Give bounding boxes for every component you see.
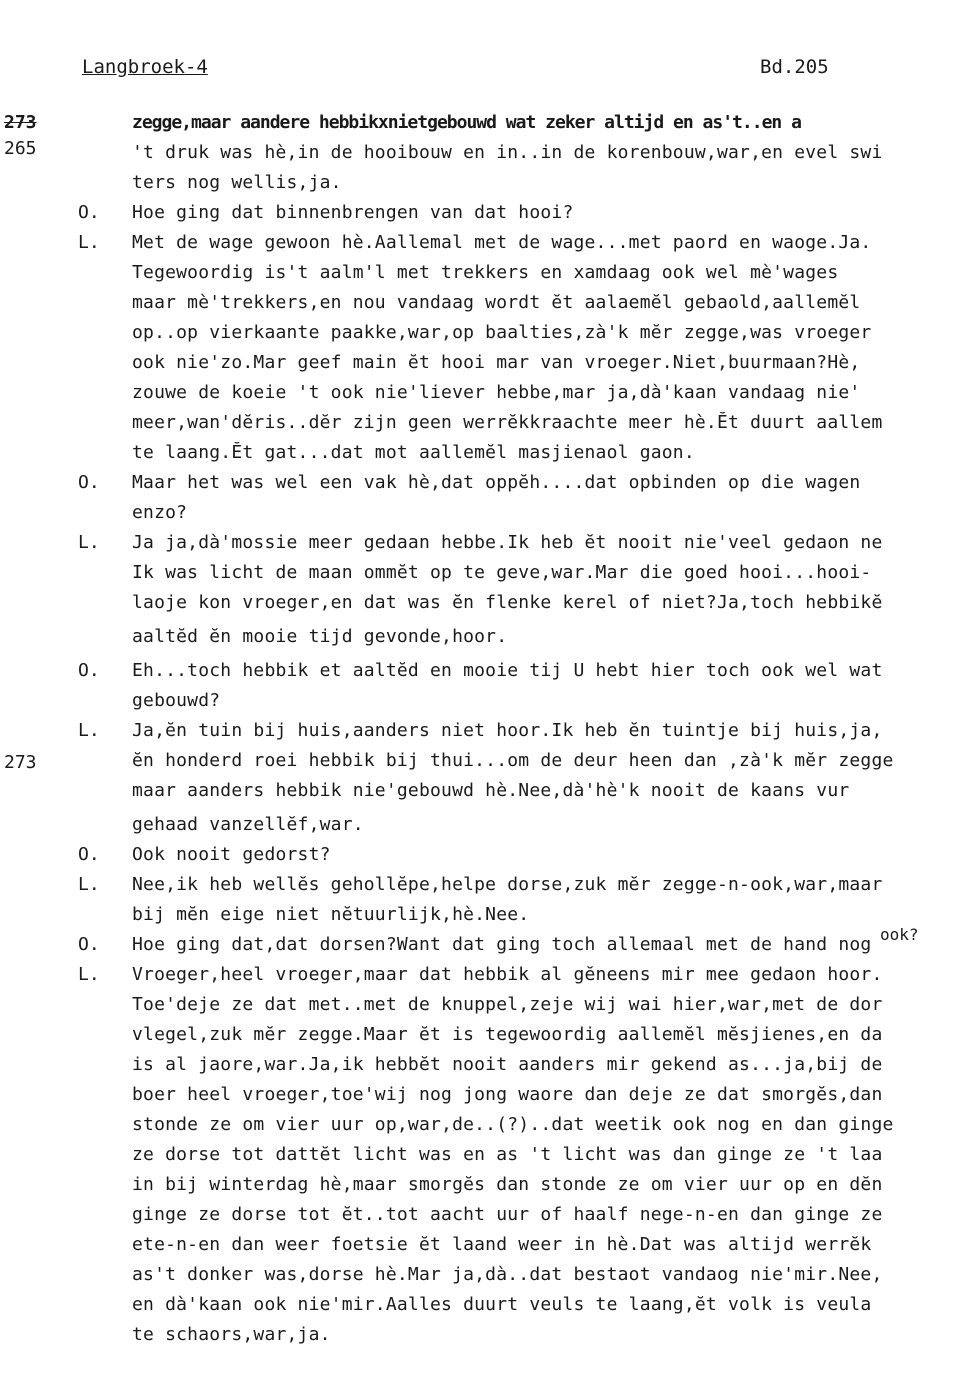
line-text: Hoe ging dat binnenbrengen van dat hooi? (132, 202, 574, 223)
speaker-label: L. (78, 232, 100, 253)
transcript-line (0, 290, 973, 320)
line-text: Ik was licht de maan ommĕt op te geve,war.Mar die goed hooi...hooi- (132, 562, 872, 583)
speaker-label: L. (78, 532, 100, 553)
speaker-label: L. (78, 964, 100, 985)
line-text: ginge ze dorse tot ĕt..tot aacht uur of haalf nege-n-en dan ginge ze (132, 1204, 883, 1225)
transcript-line (0, 500, 973, 530)
transcript-line (0, 170, 973, 200)
transcript-line (0, 1262, 973, 1292)
document-title: Langbroek-4 (82, 56, 208, 78)
speaker-label: L. (78, 874, 100, 895)
line-text: Hoe ging dat,dat dorsen?Want dat ging toch allemaal met de hand nog (132, 934, 872, 955)
transcript-line (0, 350, 973, 380)
line-text: bij mĕn eige niet nĕtuurlijk,hè.Nee. (132, 904, 530, 925)
line-text: Toe'deje ze dat met..met de knuppel,zeje wij wai hier,war,met de dor (132, 994, 883, 1015)
line-text: Eh...toch hebbik et aaltĕd en mooie tij U hebt hier toch ook wel wat (132, 660, 883, 681)
line-text: aaltĕd ĕn mooie tijd gevonde,hoor. (132, 626, 508, 647)
line-text: Ja ja,dà'mossie meer gedaan hebbe.Ik heb ĕt nooit nie'veel gedaon ne (132, 532, 883, 553)
transcript-line (0, 470, 973, 500)
line-text: Tegewoordig is't aalm'l met trekkers en xamdaag ook wel mè'wages (132, 262, 839, 283)
line-text: Met de wage gewoon hè.Aallemal met de wage...met paord en waoge.Ja. (132, 232, 872, 253)
transcript-line (0, 902, 973, 932)
speaker-label: O. (78, 844, 100, 865)
speaker-label: O. (78, 472, 100, 493)
line-text: laoje kon vroeger,en dat was ĕn flenke kerel of niet?Ja,toch hebbikĕ (132, 592, 883, 613)
transcript-line (0, 1082, 973, 1112)
line-text: te schaors,war,ja. (132, 1324, 331, 1345)
line-text: Ook nooit gedorst? (132, 844, 331, 865)
transcript-line (0, 778, 973, 812)
line-text: meer,wan'dĕris..dĕr zijn geen werrĕkkraachte meer hè.Ĕt duurt aallem (132, 412, 883, 433)
transcript-line (0, 440, 973, 470)
speaker-label: L. (78, 720, 100, 741)
line-text: ĕn honderd roei hebbik bij thui...om de deur heen dan ,zà'k mĕr zegge (132, 750, 894, 771)
line-text: ete-n-en dan weer foetsie ĕt laand weer in hè.Dat was altijd werrĕk (132, 1234, 872, 1255)
line-text: ters nog wellis,ja. (132, 172, 342, 193)
line-text: en dà'kaan ook nie'mir.Aalles duurt veuls te laang,ĕt volk is veula (132, 1294, 872, 1315)
margin-number-mid: 273 (4, 752, 37, 773)
line-text: Nee,ik heb wellĕs gehollĕpe,helpe dorse,zuk mĕr zegge-n-ook,war,maar (132, 874, 883, 895)
line-text: gehaad vanzellĕf,war. (132, 814, 364, 835)
transcript-line (0, 1112, 973, 1142)
page-number: Bd.205 (760, 56, 829, 78)
line-text: stonde ze om vier uur op,war,de..(?)..dat weetik ook nog en dan ginge (132, 1114, 894, 1135)
transcript-line (0, 1292, 973, 1322)
transcript-line (0, 842, 973, 872)
line-text: enzo? (132, 502, 188, 523)
line-text: boer heel vroeger,toe'wij nog jong waore dan deje ze dat smorgĕs,dan (132, 1084, 883, 1105)
line-text: is al jaore,war.Ja,ik hebbĕt nooit aanders mir gekend as...ja,bij de (132, 1054, 883, 1075)
line-text: maar aanders hebbik nie'gebouwd hè.Nee,dà'hè'k nooit de kaans vur (132, 780, 850, 801)
line-text: in bij winterdag hè,maar smorgĕs dan stonde ze om vier uur op en dĕn (132, 1174, 883, 1195)
line-text: Vroeger,heel vroeger,maar dat hebbik al gĕneens mir mee gedaon hoor. (132, 964, 883, 985)
line-text: te laang.Ĕt gat...dat mot aallemĕl masjienaol gaon. (132, 442, 695, 463)
transcript-line (0, 872, 973, 902)
speaker-label: O. (78, 934, 100, 955)
transcript-line (0, 1202, 973, 1232)
transcript-line (0, 320, 973, 350)
line-text: Maar het was wel een vak hè,dat oppĕh....dat opbinden op die wagen (132, 472, 861, 493)
speaker-label: O. (78, 202, 100, 223)
transcript-line (0, 260, 973, 290)
transcript-lines (0, 110, 973, 1352)
transcript-line (0, 992, 973, 1022)
transcript-line (0, 1142, 973, 1172)
line-text: maar mè'trekkers,en nou vandaag wordt ĕt aalaemĕl gebaold,aallemĕl (132, 292, 861, 313)
line-text: ze dorse tot dattĕt licht was en as 't licht was dan ginge ze 't laa (132, 1144, 883, 1165)
transcript-line (0, 1052, 973, 1082)
transcript-line (0, 590, 973, 624)
margin-number-struck: 273 (4, 112, 37, 133)
line-text: zouwe de koeie 't ook nie'liever hebbe,mar ja,dà'kaan vandaag nie' (132, 382, 861, 403)
transcript-line (0, 748, 973, 778)
transcript-line (0, 1232, 973, 1262)
transcript-line (0, 658, 973, 688)
transcript-line (0, 410, 973, 440)
transcript-line (0, 530, 973, 560)
transcript-line (0, 230, 973, 260)
line-text: op..op vierkaante paakke,war,op baalties,zà'k mĕr zegge,was vroeger (132, 322, 872, 343)
transcript-line (0, 718, 973, 748)
line-text: Ja,ĕn tuin bij huis,aanders niet hoor.Ik heb ĕn tuintje bij huis,ja, (132, 720, 883, 741)
transcript-line (0, 624, 973, 658)
speaker-label: O. (78, 660, 100, 681)
line-text: 't druk was hè,in de hooibouw en in..in de korenbouw,war,en evel swi (132, 142, 883, 163)
line-text: ook nie'zo.Mar geef main ĕt hooi mar van vroeger.Niet,buurmaan?Hè, (132, 352, 861, 373)
transcript-line (0, 688, 973, 718)
transcript-line (0, 380, 973, 410)
line-text: gebouwd? (132, 690, 221, 711)
line-text: as't donker was,dorse hè.Mar ja,dà..dat bestaot vandaog nie'mir.Nee, (132, 1264, 883, 1285)
transcript-line (0, 1172, 973, 1202)
margin-number-top: 265 (4, 138, 37, 159)
line-text: vlegel,zuk mĕr zegge.Maar ĕt is tegewoordig aallemĕl mĕsjienes,en da (132, 1024, 883, 1045)
transcript-line (0, 200, 973, 230)
transcript-line (0, 1322, 973, 1352)
transcript-line (0, 1022, 973, 1052)
transcript-line (0, 812, 973, 842)
transcript-line (0, 110, 973, 140)
transcript-line (0, 962, 973, 992)
transcript-line (0, 140, 973, 170)
line-text: zegge,maar aandere hebbikxnietgebouwd wat zeker altijd en as't..en a (132, 112, 801, 133)
handwritten-annotation: ook? (880, 925, 919, 944)
transcript-line (0, 932, 973, 962)
transcript-line (0, 560, 973, 590)
